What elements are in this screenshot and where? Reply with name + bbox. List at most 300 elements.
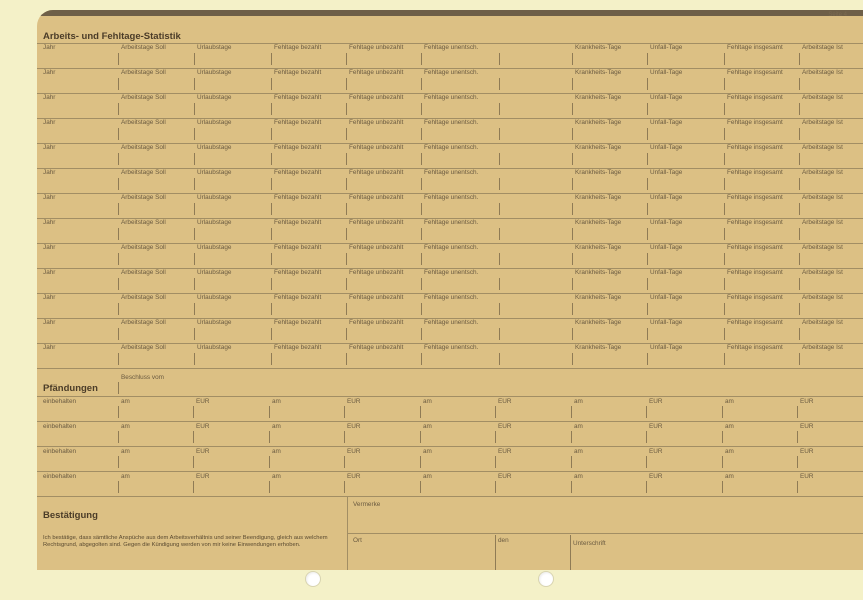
stats-column-label[interactable]: Arbeitstage Soll bbox=[121, 69, 166, 76]
field-divider bbox=[421, 178, 422, 190]
field-divider bbox=[346, 153, 347, 165]
field-divider bbox=[118, 406, 119, 418]
stats-column-label[interactable]: Arbeitstage Ist bbox=[802, 144, 843, 151]
field-divider bbox=[572, 253, 573, 265]
stats-column-label[interactable]: Jahr bbox=[43, 219, 56, 226]
field-divider bbox=[346, 228, 347, 240]
field-divider bbox=[797, 456, 798, 468]
stats-column-label[interactable]: Fehltage unbezahlt bbox=[349, 94, 404, 101]
stats-column-label[interactable]: Arbeitstage Ist bbox=[802, 169, 843, 176]
stats-column-label[interactable]: Krankheits-Tage bbox=[575, 219, 622, 226]
stats-column-label[interactable]: Fehltage unbezahlt bbox=[349, 69, 404, 76]
field-divider bbox=[724, 128, 725, 140]
stats-column-label[interactable]: Jahr bbox=[43, 319, 56, 326]
garnishment-date-field[interactable]: am bbox=[121, 423, 130, 430]
field-divider bbox=[572, 228, 573, 240]
stats-column-label[interactable]: Arbeitstage Soll bbox=[121, 94, 166, 101]
field-divider bbox=[271, 328, 272, 340]
field-divider bbox=[724, 78, 725, 90]
field-divider bbox=[724, 228, 725, 240]
field-divider bbox=[118, 228, 119, 240]
field-divider bbox=[647, 53, 648, 65]
stats-column-label[interactable]: Fehltage insgesamt bbox=[727, 294, 783, 301]
garnishment-date-field[interactable]: am bbox=[423, 423, 432, 430]
stats-column-label[interactable]: Urlaubstage bbox=[197, 94, 232, 101]
field-divider bbox=[799, 303, 800, 315]
garnishment-amount-field[interactable]: EUR bbox=[196, 423, 210, 430]
stats-column-label[interactable]: Krankheits-Tage bbox=[575, 169, 622, 176]
field-divider bbox=[420, 431, 421, 443]
stats-column-label[interactable]: Unfall-Tage bbox=[650, 144, 683, 151]
stats-column-label[interactable]: Fehltage insgesamt bbox=[727, 319, 783, 326]
field-divider bbox=[194, 78, 195, 90]
stats-column-label[interactable]: Fehltage unentsch. bbox=[424, 269, 479, 276]
field-divider bbox=[194, 303, 195, 315]
stats-column-label[interactable]: Arbeitstage Soll bbox=[121, 144, 166, 151]
field-divider bbox=[646, 406, 647, 418]
field-divider bbox=[118, 431, 119, 443]
garnishment-date-field[interactable]: am bbox=[423, 448, 432, 455]
field-divider bbox=[194, 178, 195, 190]
stats-column-label[interactable]: Jahr bbox=[43, 144, 56, 151]
stats-column-label[interactable]: Fehltage unentsch. bbox=[424, 169, 479, 176]
field-divider bbox=[647, 278, 648, 290]
stats-column-label[interactable]: Fehltage bezahlt bbox=[274, 119, 322, 126]
field-divider bbox=[194, 103, 195, 115]
field-divider bbox=[118, 203, 119, 215]
garnishment-amount-field[interactable]: EUR bbox=[196, 473, 210, 480]
field-divider bbox=[421, 228, 422, 240]
stats-column-label[interactable]: Unfall-Tage bbox=[650, 194, 683, 201]
field-divider bbox=[194, 228, 195, 240]
field-divider bbox=[572, 353, 573, 365]
stats-column-label[interactable]: Krankheits-Tage bbox=[575, 119, 622, 126]
field-divider bbox=[799, 153, 800, 165]
stats-column-label[interactable]: Fehltage unentsch. bbox=[424, 69, 479, 76]
stats-column-label[interactable]: Urlaubstage bbox=[197, 294, 232, 301]
field-divider bbox=[647, 228, 648, 240]
garnishment-date-field[interactable]: am bbox=[574, 398, 583, 405]
field-divider bbox=[799, 53, 800, 65]
stats-column-label[interactable]: Fehltage bezahlt bbox=[274, 294, 322, 301]
stats-column-label[interactable]: Arbeitstage Soll bbox=[121, 169, 166, 176]
field-divider bbox=[499, 203, 500, 215]
field-divider bbox=[724, 303, 725, 315]
field-divider bbox=[495, 456, 496, 468]
field-divider bbox=[495, 431, 496, 443]
garnishment-date-field[interactable]: am bbox=[574, 423, 583, 430]
garnishment-amount-field[interactable]: EUR bbox=[649, 423, 663, 430]
field-divider bbox=[421, 103, 422, 115]
garnishment-amount-field[interactable]: EUR bbox=[800, 398, 814, 405]
stats-column-label[interactable]: Jahr bbox=[43, 119, 56, 126]
field-divider bbox=[724, 278, 725, 290]
top-border bbox=[37, 10, 863, 16]
field-divider bbox=[194, 278, 195, 290]
field-divider bbox=[571, 456, 572, 468]
signature-label[interactable]: Unterschrift bbox=[573, 540, 606, 547]
field-divider bbox=[271, 353, 272, 365]
garnishment-date-field[interactable]: am bbox=[725, 473, 734, 480]
stats-column-label[interactable]: Fehltage unbezahlt bbox=[349, 194, 404, 201]
field-divider bbox=[499, 53, 500, 65]
field-divider bbox=[499, 303, 500, 315]
field-divider bbox=[647, 253, 648, 265]
stats-column-label[interactable]: Fehltage insgesamt bbox=[727, 169, 783, 176]
garnishment-date-field[interactable]: am bbox=[272, 473, 281, 480]
stats-column-label[interactable]: Arbeitstage Soll bbox=[121, 319, 166, 326]
stats-column-label[interactable]: Arbeitstage Ist bbox=[802, 244, 843, 251]
stats-column-label[interactable]: Arbeitstage Ist bbox=[802, 44, 843, 51]
field-divider bbox=[420, 456, 421, 468]
stats-column-label[interactable]: Jahr bbox=[43, 244, 56, 251]
date-label[interactable]: den bbox=[498, 537, 509, 544]
stats-column-label[interactable]: Fehltage unentsch. bbox=[424, 294, 479, 301]
garnishment-date-field[interactable]: am bbox=[121, 398, 130, 405]
field-divider bbox=[118, 303, 119, 315]
stats-column-label[interactable]: Jahr bbox=[43, 269, 56, 276]
stats-column-label[interactable]: Arbeitstage Soll bbox=[121, 194, 166, 201]
stats-column-label[interactable]: Krankheits-Tage bbox=[575, 69, 622, 76]
garnishment-amount-field[interactable]: EUR bbox=[196, 398, 210, 405]
stats-column-label[interactable]: Fehltage unbezahlt bbox=[349, 169, 404, 176]
stats-column-label[interactable]: Krankheits-Tage bbox=[575, 94, 622, 101]
date-separator bbox=[495, 535, 496, 570]
garnishment-amount-field[interactable]: EUR bbox=[347, 423, 361, 430]
field-divider bbox=[346, 328, 347, 340]
stats-column-label[interactable]: Krankheits-Tage bbox=[575, 319, 622, 326]
remarks-label[interactable]: Vermerke bbox=[353, 501, 381, 508]
field-divider bbox=[499, 78, 500, 90]
stats-column-label[interactable]: Arbeitstage Soll bbox=[121, 344, 166, 351]
stats-column-label[interactable]: Fehltage unentsch. bbox=[424, 44, 479, 51]
garnishment-date-field[interactable]: am bbox=[272, 398, 281, 405]
garnishment-date-field[interactable]: am bbox=[121, 448, 130, 455]
stats-column-label[interactable]: Arbeitstage Ist bbox=[802, 269, 843, 276]
garnishment-date-field[interactable]: am bbox=[574, 473, 583, 480]
field-divider bbox=[118, 178, 119, 190]
stats-column-label[interactable]: Arbeitstage Soll bbox=[121, 219, 166, 226]
stats-column-label[interactable]: Urlaubstage bbox=[197, 194, 232, 201]
field-divider bbox=[724, 178, 725, 190]
stats-column-label[interactable]: Arbeitstage Soll bbox=[121, 244, 166, 251]
stats-column-label[interactable]: Unfall-Tage bbox=[650, 344, 683, 351]
field-divider bbox=[421, 303, 422, 315]
field-divider bbox=[194, 128, 195, 140]
garnishment-date-field[interactable]: am bbox=[574, 448, 583, 455]
field-divider bbox=[118, 353, 119, 365]
stats-column-label[interactable]: Jahr bbox=[43, 44, 56, 51]
stats-column-label[interactable]: Krankheits-Tage bbox=[575, 269, 622, 276]
field-divider bbox=[118, 78, 119, 90]
stats-column-label[interactable]: Unfall-Tage bbox=[650, 94, 683, 101]
stats-column-label[interactable]: Krankheits-Tage bbox=[575, 294, 622, 301]
field-divider bbox=[724, 153, 725, 165]
garnishment-amount-field[interactable]: EUR bbox=[498, 398, 512, 405]
stats-column-label[interactable]: Fehltage bezahlt bbox=[274, 44, 322, 51]
stats-column-label[interactable]: Fehltage bezahlt bbox=[274, 219, 322, 226]
stats-column-label[interactable]: Fehltage unentsch. bbox=[424, 194, 479, 201]
stats-column-label[interactable]: Arbeitstage Ist bbox=[802, 319, 843, 326]
stats-column-label[interactable]: Krankheits-Tage bbox=[575, 344, 622, 351]
stats-column-label[interactable]: Unfall-Tage bbox=[650, 294, 683, 301]
stats-column-label[interactable]: Arbeitstage Soll bbox=[121, 119, 166, 126]
field-divider bbox=[799, 278, 800, 290]
garnishment-amount-field[interactable]: EUR bbox=[800, 473, 814, 480]
stats-column-label[interactable]: Arbeitstage Ist bbox=[802, 344, 843, 351]
stats-column-label[interactable]: Unfall-Tage bbox=[650, 219, 683, 226]
garnishment-amount-field[interactable]: EUR bbox=[347, 473, 361, 480]
stats-column-label[interactable]: Urlaubstage bbox=[197, 344, 232, 351]
field-divider bbox=[118, 456, 119, 468]
signature-separator bbox=[570, 535, 571, 570]
stats-column-label[interactable]: Fehltage bezahlt bbox=[274, 344, 322, 351]
garnishment-amount-field[interactable]: EUR bbox=[649, 398, 663, 405]
field-divider bbox=[724, 353, 725, 365]
field-divider bbox=[194, 53, 195, 65]
stats-column-label[interactable]: Urlaubstage bbox=[197, 119, 232, 126]
field-divider bbox=[193, 456, 194, 468]
field-divider bbox=[421, 78, 422, 90]
stats-column-label[interactable]: Arbeitstage Soll bbox=[121, 294, 166, 301]
stats-column-label[interactable]: Unfall-Tage bbox=[650, 44, 683, 51]
stats-column-label[interactable]: Fehltage insgesamt bbox=[727, 244, 783, 251]
stats-column-label[interactable]: Fehltage insgesamt bbox=[727, 119, 783, 126]
garnishment-date-field[interactable]: am bbox=[272, 423, 281, 430]
field-divider bbox=[647, 128, 648, 140]
stats-column-label[interactable]: Jahr bbox=[43, 69, 56, 76]
stats-column-label[interactable]: Fehltage bezahlt bbox=[274, 269, 322, 276]
stats-column-label[interactable]: Unfall-Tage bbox=[650, 269, 683, 276]
stats-column-label[interactable]: Fehltage bezahlt bbox=[274, 244, 322, 251]
stats-column-label[interactable]: Fehltage insgesamt bbox=[727, 69, 783, 76]
field-divider bbox=[421, 278, 422, 290]
stats-column-label[interactable]: Fehltage bezahlt bbox=[274, 194, 322, 201]
stats-column-label[interactable]: Fehltage bezahlt bbox=[274, 94, 322, 101]
stats-column-label[interactable]: Fehltage insgesamt bbox=[727, 44, 783, 51]
stats-column-label[interactable]: Fehltage bezahlt bbox=[274, 144, 322, 151]
stats-column-label[interactable]: Urlaubstage bbox=[197, 319, 232, 326]
field-divider bbox=[421, 353, 422, 365]
stats-column-label[interactable]: Urlaubstage bbox=[197, 219, 232, 226]
stats-column-label[interactable]: Unfall-Tage bbox=[650, 169, 683, 176]
garnishment-amount-field[interactable]: EUR bbox=[196, 448, 210, 455]
field-divider bbox=[346, 253, 347, 265]
confirmation-text: Ich bestätige, dass sämtliche Anspüche aus dem Arbeitsverhältnis und seiner Beendigung, gleich aus welchem Rechtsgrund, abgegolten sind. Gegen die Kündigung werden von mir keine Einwendungen erhoben. bbox=[43, 535, 328, 548]
field-divider bbox=[420, 406, 421, 418]
field-divider bbox=[799, 178, 800, 190]
stats-column-label[interactable]: Fehltage unbezahlt bbox=[349, 219, 404, 226]
field-divider bbox=[724, 253, 725, 265]
field-divider bbox=[271, 78, 272, 90]
field-divider bbox=[194, 353, 195, 365]
page-number: Seite 4 bbox=[828, 12, 847, 18]
garnishment-date-field[interactable]: am bbox=[423, 398, 432, 405]
stats-column-label[interactable]: Fehltage insgesamt bbox=[727, 194, 783, 201]
field-divider bbox=[799, 328, 800, 340]
stats-column-label[interactable]: Fehltage bezahlt bbox=[274, 319, 322, 326]
stats-column-label[interactable]: Krankheits-Tage bbox=[575, 144, 622, 151]
stats-column-label[interactable]: Arbeitstage Ist bbox=[802, 119, 843, 126]
field-divider bbox=[646, 431, 647, 443]
garnishment-date-field[interactable]: am bbox=[725, 398, 734, 405]
garnishment-row-label: einbehalten bbox=[43, 398, 77, 405]
field-divider bbox=[118, 278, 119, 290]
field-divider bbox=[344, 406, 345, 418]
field-divider bbox=[346, 278, 347, 290]
field-divider bbox=[269, 481, 270, 493]
field-divider bbox=[421, 153, 422, 165]
field-divider bbox=[194, 203, 195, 215]
field-divider bbox=[344, 431, 345, 443]
stats-column-label[interactable]: Unfall-Tage bbox=[650, 69, 683, 76]
garnishment-row-label: einbehalten bbox=[43, 423, 77, 430]
field-divider bbox=[797, 431, 798, 443]
field-divider bbox=[271, 53, 272, 65]
field-divider bbox=[572, 128, 573, 140]
field-divider bbox=[499, 253, 500, 265]
garnishment-date-field[interactable]: am bbox=[121, 473, 130, 480]
stats-column-label[interactable]: Krankheits-Tage bbox=[575, 244, 622, 251]
stats-column-label[interactable]: Urlaubstage bbox=[197, 169, 232, 176]
garnishment-date-field[interactable]: am bbox=[272, 448, 281, 455]
stats-column-label[interactable]: Unfall-Tage bbox=[650, 319, 683, 326]
stats-column-label[interactable]: Fehltage bezahlt bbox=[274, 69, 322, 76]
stats-column-label[interactable]: Arbeitstage Soll bbox=[121, 44, 166, 51]
field-divider bbox=[346, 128, 347, 140]
field-divider bbox=[499, 328, 500, 340]
garnishment-amount-field[interactable]: EUR bbox=[800, 448, 814, 455]
stats-column-label[interactable]: Fehltage unbezahlt bbox=[349, 44, 404, 51]
stats-column-label[interactable]: Jahr bbox=[43, 344, 56, 351]
stats-column-label[interactable]: Jahr bbox=[43, 194, 56, 201]
field-divider bbox=[722, 481, 723, 493]
stats-column-label[interactable]: Fehltage insgesamt bbox=[727, 94, 783, 101]
field-divider bbox=[118, 481, 119, 493]
field-divider bbox=[271, 253, 272, 265]
field-divider bbox=[421, 203, 422, 215]
stats-column-label[interactable]: Fehltage unbezahlt bbox=[349, 344, 404, 351]
stats-column-label[interactable]: Fehltage unentsch. bbox=[424, 344, 479, 351]
stats-column-label[interactable]: Fehltage unentsch. bbox=[424, 119, 479, 126]
field-divider bbox=[194, 153, 195, 165]
field-divider bbox=[271, 153, 272, 165]
stats-column-label[interactable]: Fehltage insgesamt bbox=[727, 144, 783, 151]
garnishment-amount-field[interactable]: EUR bbox=[347, 448, 361, 455]
field-divider bbox=[495, 406, 496, 418]
stats-column-label[interactable]: Fehltage unbezahlt bbox=[349, 269, 404, 276]
field-divider bbox=[118, 53, 119, 65]
garnishment-title: Pfändungen bbox=[43, 383, 98, 394]
garnishment-amount-field[interactable]: EUR bbox=[498, 448, 512, 455]
stats-column-label[interactable]: Fehltage unentsch. bbox=[424, 219, 479, 226]
field-divider bbox=[572, 178, 573, 190]
field-divider bbox=[499, 178, 500, 190]
stats-column-label[interactable]: Arbeitstage Soll bbox=[121, 269, 166, 276]
field-divider bbox=[797, 406, 798, 418]
stats-column-label[interactable]: Fehltage unbezahlt bbox=[349, 144, 404, 151]
field-divider bbox=[118, 253, 119, 265]
field-divider bbox=[271, 203, 272, 215]
field-divider bbox=[421, 53, 422, 65]
stats-column-label[interactable]: Arbeitstage Ist bbox=[802, 69, 843, 76]
field-divider bbox=[193, 406, 194, 418]
field-divider bbox=[194, 253, 195, 265]
stats-column-label[interactable]: Fehltage unbezahlt bbox=[349, 294, 404, 301]
garnishment-amount-field[interactable]: EUR bbox=[498, 423, 512, 430]
field-divider bbox=[647, 328, 648, 340]
garnishment-amount-field[interactable]: EUR bbox=[498, 473, 512, 480]
field-divider bbox=[572, 303, 573, 315]
stats-column-label[interactable]: Fehltage insgesamt bbox=[727, 344, 783, 351]
field-divider bbox=[799, 353, 800, 365]
field-divider bbox=[722, 431, 723, 443]
stats-column-label[interactable]: Jahr bbox=[43, 294, 56, 301]
garnishment-row-line bbox=[37, 421, 863, 422]
stats-column-label[interactable]: Fehltage insgesamt bbox=[727, 269, 783, 276]
stats-column-label[interactable]: Jahr bbox=[43, 169, 56, 176]
field-divider bbox=[499, 278, 500, 290]
field-divider bbox=[571, 481, 572, 493]
field-divider bbox=[722, 406, 723, 418]
stats-column-label[interactable]: Fehltage unentsch. bbox=[424, 94, 479, 101]
place-label[interactable]: Ort bbox=[353, 537, 362, 544]
stats-column-label[interactable]: Urlaubstage bbox=[197, 269, 232, 276]
garnishment-date-field[interactable]: am bbox=[725, 423, 734, 430]
stats-column-label[interactable]: Fehltage unbezahlt bbox=[349, 119, 404, 126]
stats-column-label[interactable]: Krankheits-Tage bbox=[575, 44, 622, 51]
stats-column-label[interactable]: Fehltage insgesamt bbox=[727, 219, 783, 226]
garnishment-amount-field[interactable]: EUR bbox=[347, 398, 361, 405]
field-divider bbox=[271, 178, 272, 190]
field-divider bbox=[571, 406, 572, 418]
field-divider bbox=[495, 481, 496, 493]
stats-column-label[interactable]: Arbeitstage Ist bbox=[802, 219, 843, 226]
garnishment-amount-field[interactable]: EUR bbox=[649, 473, 663, 480]
stats-column-label[interactable]: Arbeitstage Ist bbox=[802, 294, 843, 301]
stats-column-label[interactable]: Urlaubstage bbox=[197, 44, 232, 51]
stats-column-label[interactable]: Unfall-Tage bbox=[650, 244, 683, 251]
garnishment-amount-field[interactable]: EUR bbox=[800, 423, 814, 430]
garnishment-row-label: einbehalten bbox=[43, 448, 77, 455]
field-divider bbox=[647, 153, 648, 165]
punch-hole-left bbox=[305, 571, 321, 587]
garnishment-amount-field[interactable]: EUR bbox=[649, 448, 663, 455]
field-divider bbox=[269, 431, 270, 443]
stats-column-label[interactable]: Fehltage unbezahlt bbox=[349, 244, 404, 251]
stats-column-label[interactable]: Krankheits-Tage bbox=[575, 194, 622, 201]
stats-column-label[interactable]: Arbeitstage Ist bbox=[802, 94, 843, 101]
stats-column-label[interactable]: Fehltage unentsch. bbox=[424, 319, 479, 326]
garnishment-date-field[interactable]: am bbox=[423, 473, 432, 480]
garnishment-row-line bbox=[37, 396, 863, 397]
field-divider bbox=[346, 303, 347, 315]
garnishment-date-field[interactable]: am bbox=[725, 448, 734, 455]
stats-column-label[interactable]: Jahr bbox=[43, 94, 56, 101]
stats-column-label[interactable]: Fehltage unbezahlt bbox=[349, 319, 404, 326]
stats-column-label[interactable]: Urlaubstage bbox=[197, 144, 232, 151]
stats-column-label[interactable]: Fehltage unentsch. bbox=[424, 144, 479, 151]
stats-column-label[interactable]: Fehltage bezahlt bbox=[274, 169, 322, 176]
field-divider bbox=[499, 353, 500, 365]
stats-column-label[interactable]: Urlaubstage bbox=[197, 244, 232, 251]
field-divider bbox=[271, 228, 272, 240]
stats-column-label[interactable]: Unfall-Tage bbox=[650, 119, 683, 126]
field-divider bbox=[421, 328, 422, 340]
stats-column-label[interactable]: Urlaubstage bbox=[197, 69, 232, 76]
stats-column-label[interactable]: Arbeitstage Ist bbox=[802, 194, 843, 201]
stats-column-label[interactable]: Fehltage unentsch. bbox=[424, 244, 479, 251]
